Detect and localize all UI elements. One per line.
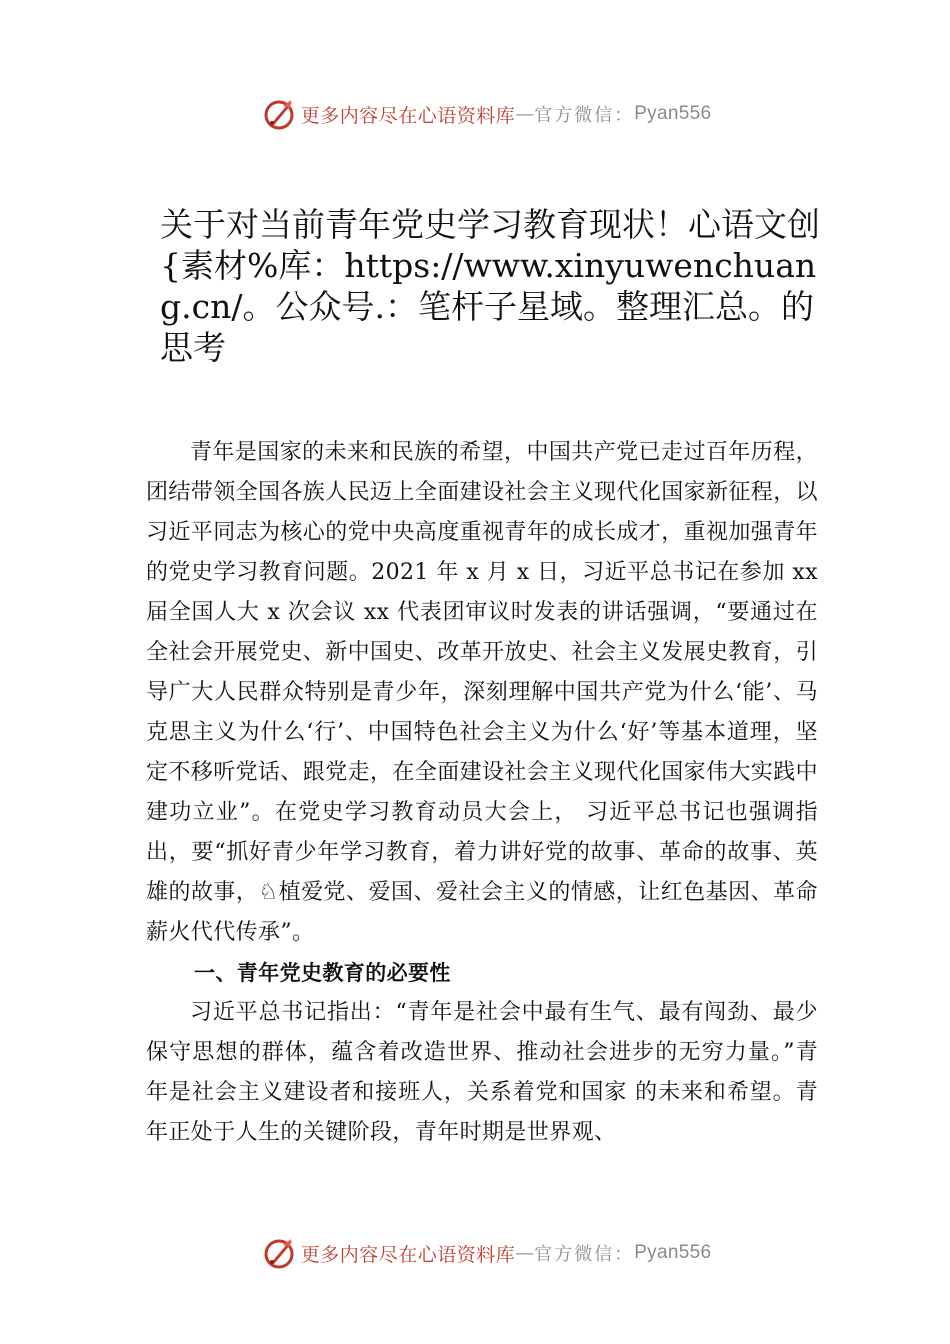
banner-content (261, 1235, 712, 1271)
banner-content (261, 96, 712, 132)
document-body (146, 433, 818, 1153)
banner-separator: — (515, 103, 535, 125)
footer-banner (0, 1233, 950, 1273)
body-paragraph: 青年是国家的未来和民族的希望，中国共产党已走过百年历程，团结带领全国各族人民迈上全面建设社会主义现代化国家新征程，以习近平同志为核心的党中央高度重视青年的成长成才，重视加强青年的党史学习教育问题。2021 年 x 月 x 日，习近平总书记在参加 xx 届全国人大 x 次会议 xx 代表团审议时发表的讲话强调，“要通过在全社会开展党史、新中国史、改革开放史、社会主义发展史教育，引导广大人民群众特别是青少年，深刻理解中国共产党为什么‘能’、马克思主义为什么‘行’、中国特色社会主义为什么‘好’等基本道理，坚定不移听党话、跟党走，在全面建设社会主义现代化国家伟大实践中建功立业”。在党史学习教育动员大会上， 习近平总书记也强调指出，要“抓好青少年学习教育，着力讲好党的故事、革命的故事、英雄的故事，♘植爱党、爱国、爱社会主义的情感，让红色基因、革命薪火代代传承”。 (146, 440, 819, 945)
quill-pen-circle-logo (261, 96, 297, 132)
banner-slogan: 更多内容尽在心语资料库 (300, 1243, 516, 1266)
banner-slogan: 更多内容尽在心语资料库 (300, 104, 516, 127)
banner-wechat-id: Pyan556 (634, 1242, 712, 1263)
quill-pen-circle-logo (261, 1235, 297, 1271)
header-banner (0, 94, 950, 134)
banner-separator: — (515, 1242, 535, 1264)
banner-wechat-id: Pyan556 (634, 103, 712, 124)
body-paragraph: 习近平总书记指出：“青年是社会中最有生气、最有闯劲、最少保守思想的群体，蕴含着改造世界、推动社会进步的无穷力量。”青年是社会主义建设者和接班人，关系着党和国家 的未来和希望。青年正处于人生的关键阶段，青年时期是世界观、 (146, 1000, 818, 1145)
banner-wechat-label: 官方微信： (534, 1244, 635, 1265)
document-title: 关于对当前青年党史学习教育现状！心语文创{素材%库：https://www.xinyuwenchuang.cn/。公众号.：笔杆子星域。整理汇总。的思考 (160, 205, 820, 367)
banner-wechat-label: 官方微信： (534, 105, 635, 126)
section-heading: 一、青年党史教育的必要性 (194, 961, 451, 985)
